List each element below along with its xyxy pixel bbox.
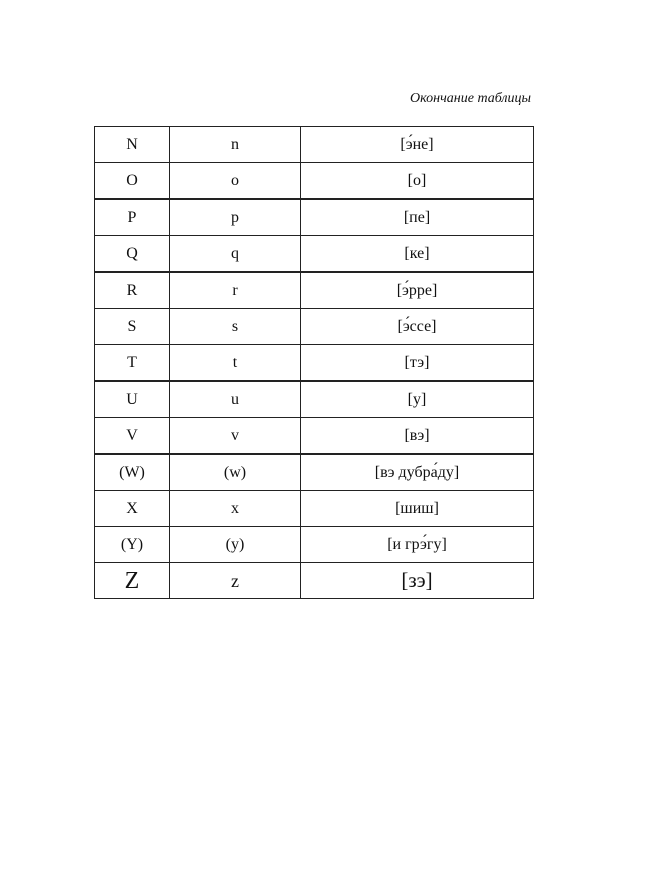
uppercase-letter: O [95,163,170,200]
pronunciation: [вэ дубра́ду] [301,454,534,491]
uppercase-letter: S [95,309,170,345]
uppercase-letter: (W) [95,454,170,491]
table-caption: Окончание таблицы [410,91,531,106]
lowercase-letter: u [170,381,301,418]
uppercase-letter: X [95,491,170,527]
table-row [95,527,534,563]
table-row [95,236,534,273]
table-row [95,491,534,527]
lowercase-letter: r [170,272,301,309]
lowercase-letter: z [170,563,301,599]
pronunciation: [у] [301,381,534,418]
pronunciation: [э́не] [301,127,534,163]
pronunciation: [вэ] [301,418,534,455]
table-row [95,454,534,491]
table-row [95,272,534,309]
alphabet-table [94,126,534,599]
pronunciation: [тэ] [301,345,534,382]
uppercase-letter: U [95,381,170,418]
lowercase-letter: (y) [170,527,301,563]
uppercase-letter: Z [95,563,170,599]
lowercase-letter: n [170,127,301,163]
lowercase-letter: v [170,418,301,455]
pronunciation: [шиш] [301,491,534,527]
lowercase-letter: q [170,236,301,273]
lowercase-letter: o [170,163,301,200]
pronunciation: [э́ссе] [301,309,534,345]
table-row [95,563,534,599]
pronunciation: [э́рре] [301,272,534,309]
pronunciation: [и грэ́гу] [301,527,534,563]
table-row [95,163,534,200]
uppercase-letter: Q [95,236,170,273]
uppercase-letter: P [95,199,170,236]
lowercase-letter: (w) [170,454,301,491]
table-row [95,345,534,382]
lowercase-letter: s [170,309,301,345]
uppercase-letter: N [95,127,170,163]
table-row [95,199,534,236]
pronunciation: [ке] [301,236,534,273]
table-row [95,309,534,345]
table-row [95,381,534,418]
uppercase-letter: V [95,418,170,455]
uppercase-letter: T [95,345,170,382]
uppercase-letter: R [95,272,170,309]
lowercase-letter: t [170,345,301,382]
pronunciation: [зэ] [301,563,534,599]
table-row [95,127,534,163]
pronunciation: [о] [301,163,534,200]
table-row [95,418,534,455]
lowercase-letter: p [170,199,301,236]
pronunciation: [пе] [301,199,534,236]
uppercase-letter: (Y) [95,527,170,563]
lowercase-letter: x [170,491,301,527]
